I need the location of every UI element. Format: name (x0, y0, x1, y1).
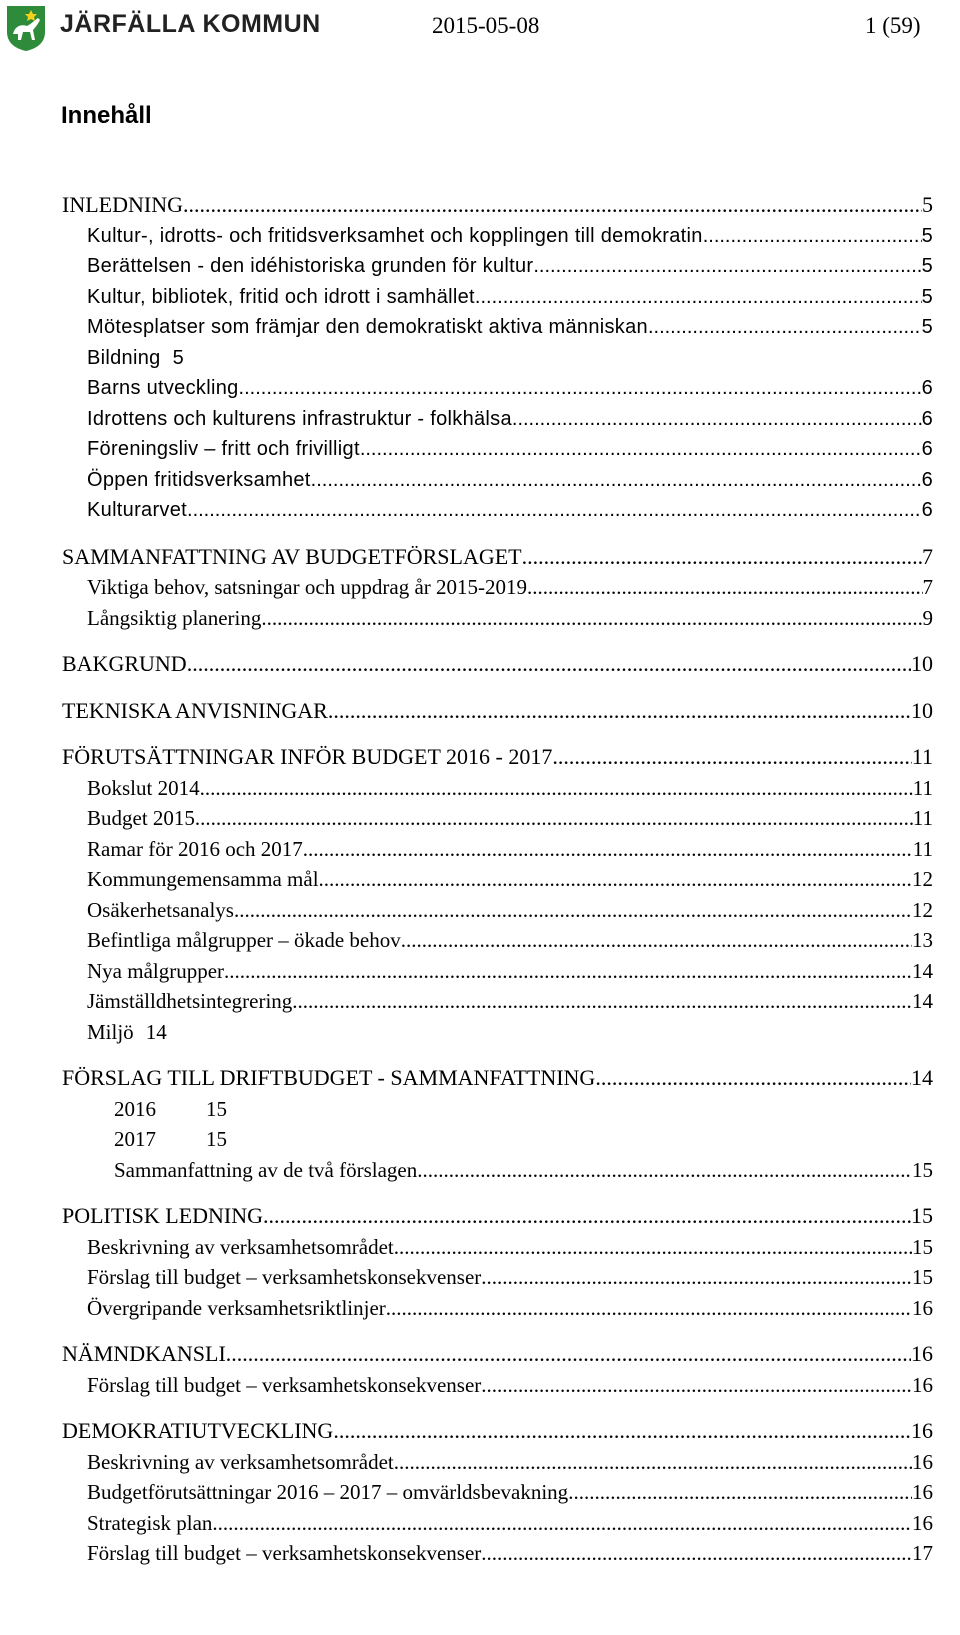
toc-entry[interactable] (0, 1447, 960, 1478)
toc-entry-page: 7 (922, 543, 933, 569)
organization-name: JÄRFÄLLA KOMMUN (60, 10, 321, 38)
toc-entry[interactable] (0, 1232, 960, 1263)
toc-entry-title: Miljö (87, 1019, 134, 1044)
toc-entry-title: Förslag till budget – verksamhetskonsekvenser (87, 1372, 482, 1397)
toc-entry-page: 14 (911, 1065, 933, 1090)
toc-leader (224, 956, 912, 987)
toc-leader (481, 1262, 912, 1293)
toc-entry[interactable] (0, 251, 960, 282)
toc-entry-title: Bokslut 2014 (87, 775, 200, 800)
toc-entry[interactable] (0, 495, 960, 526)
toc-entry-page: 14 (912, 958, 933, 983)
toc-entry-page: 11 (911, 744, 933, 769)
toc-leader (333, 1416, 911, 1447)
toc-entry-title: SAMMANFATTNING AV BUDGETFÖRSLAGET (62, 543, 522, 569)
toc-entry-title: Budget 2015 (87, 806, 195, 830)
toc-leader (226, 1339, 911, 1370)
toc-entry-title: Förslag till budget – verksamhetskonsekvenser (87, 1541, 482, 1565)
municipality-logo (5, 4, 47, 52)
toc-entry-page: 16 (912, 1372, 933, 1397)
toc-entry[interactable] (0, 434, 960, 465)
toc-entry-title: Kultur, bibliotek, fritid och idrott i samhället (87, 285, 475, 308)
toc-entry[interactable] (0, 343, 960, 374)
toc-entry-page: 6 (921, 499, 933, 521)
toc-entry-page: 5 (921, 285, 933, 308)
toc-entry[interactable] (0, 986, 960, 1017)
toc-leader (263, 1201, 911, 1232)
toc-entry-page: 6 (921, 377, 933, 399)
toc-entry-page: 6 (921, 438, 933, 460)
toc-entry[interactable] (0, 465, 960, 496)
toc-entry-title: DEMOKRATIUTVECKLING (62, 1418, 334, 1443)
toc-entry-title: Föreningsliv – fritt och frivilligt (87, 438, 360, 460)
toc-entry-title: 2016 (114, 1096, 156, 1121)
toc-leader (195, 803, 913, 834)
toc-leader (512, 404, 922, 435)
toc-entry-title: Budgetförutsättningar 2016 – 2017 – omvärldsbevakning (87, 1480, 569, 1504)
toc-entry-title: POLITISK LEDNING (62, 1203, 264, 1228)
toc-entry-title: Kultur-, idrotts- och fritidsverksamhet och kopplingen till demokratin (87, 224, 703, 247)
toc-entry-title: Kommungemensamma mål (87, 867, 319, 891)
toc-leader (527, 572, 922, 603)
toc-entry[interactable] (0, 834, 960, 865)
toc-entry-page: 11 (912, 775, 933, 800)
toc-leader (187, 495, 922, 526)
toc-entry-title: Idrottens och kulturens infrastruktur - folkhälsa (87, 407, 512, 430)
toc-entry[interactable] (0, 1339, 960, 1370)
toc-entry[interactable] (0, 864, 960, 895)
toc-entry-page: 12 (912, 897, 933, 922)
toc-entry[interactable] (0, 1094, 960, 1125)
toc-entry-page: 6 (921, 407, 933, 430)
toc-entry-title: BAKGRUND (62, 651, 187, 676)
toc-entry-page: 12 (912, 867, 933, 891)
toc-entry-page: 15 (912, 1265, 933, 1289)
toc-entry[interactable] (0, 773, 960, 804)
toc-entry-title: Övergripande verksamhetsriktlinjer (87, 1295, 386, 1320)
toc-entry[interactable] (0, 895, 960, 926)
toc-leader (328, 696, 911, 727)
toc-entry-title: Mötesplatser som främjar den demokratiskt aktiva människan (87, 316, 648, 338)
toc-entry-title: 2017 (114, 1127, 156, 1151)
page-number: 1 (59) (865, 13, 921, 38)
toc-entry-title: Befintliga målgrupper – ökade behov (87, 928, 401, 952)
toc-leader (648, 312, 922, 343)
toc-entry-title: FÖRSLAG TILL DRIFTBUDGET - SAMMANFATTNING (62, 1065, 596, 1090)
toc-leader (417, 1155, 912, 1186)
toc-entry[interactable] (0, 1508, 960, 1539)
toc-leader (394, 1447, 912, 1478)
toc-heading: Innehåll (61, 102, 152, 129)
toc-entry-title: TEKNISKA ANVISNINGAR (62, 697, 328, 723)
toc-entry[interactable] (0, 956, 960, 987)
toc-leader (481, 1538, 912, 1569)
toc-entry-page: 10 (911, 697, 933, 723)
toc-entry-page: 16 (911, 1418, 933, 1443)
toc-entry-page: 14 (145, 1019, 167, 1044)
toc-entry-title: FÖRUTSÄTTNINGAR INFÖR BUDGET 2016 - 2017 (62, 744, 553, 769)
toc-entry[interactable] (0, 1416, 960, 1447)
toc-entry-page: 15 (206, 1096, 227, 1121)
toc-leader (522, 542, 922, 573)
toc-entry[interactable] (0, 312, 960, 343)
toc-entry-page: 6 (921, 468, 933, 491)
toc-entry[interactable] (0, 742, 960, 773)
toc-leader (183, 190, 922, 221)
toc-entry[interactable] (0, 1063, 960, 1094)
toc-entry-title: NÄMNDKANSLI (62, 1341, 226, 1366)
toc-entry-title: Bildning (87, 346, 161, 369)
toc-entry-page: 16 (911, 1341, 933, 1366)
toc-entry-page: 5 (172, 346, 184, 369)
toc-entry-title: Förslag till budget – verksamhetskonsekvenser (87, 1265, 482, 1289)
toc-entry[interactable] (0, 1293, 960, 1324)
toc-entry-page: 7 (922, 575, 933, 599)
toc-leader (234, 895, 912, 926)
toc-entry-title: Kulturarvet (87, 499, 188, 521)
toc-leader (401, 925, 912, 956)
toc-entry-title: INLEDNING (62, 192, 183, 217)
toc-entry[interactable] (0, 221, 960, 252)
toc-entry[interactable] (0, 1538, 960, 1569)
toc-entry-page: 15 (912, 1234, 933, 1259)
toc-entry-page: 15 (911, 1203, 933, 1228)
toc-entry-title: Långsiktig planering (87, 605, 262, 630)
document-date: 2015-05-08 (432, 13, 540, 38)
toc-entry-title: Berättelsen - den idéhistoriska grunden för kultur (87, 255, 534, 277)
toc-entry-page: 13 (912, 928, 933, 952)
toc-entry-page: 16 (912, 1449, 933, 1474)
toc-entry-page: 5 (921, 224, 933, 247)
toc-entry[interactable] (0, 696, 960, 727)
toc-entry[interactable] (0, 1155, 960, 1186)
toc-entry-page: 15 (206, 1127, 227, 1151)
toc-entry-page: 5 (922, 192, 933, 217)
toc-leader (552, 742, 911, 773)
toc-leader (212, 1508, 912, 1539)
toc-entry-title: Viktiga behov, satsningar och uppdrag år 2015-2019 (87, 575, 528, 599)
toc-entry[interactable] (0, 1262, 960, 1293)
toc-entry-title: Ramar för 2016 och 2017 (87, 836, 303, 861)
toc-entry[interactable] (0, 542, 960, 573)
toc-entry-page: 16 (912, 1295, 933, 1320)
toc-leader (568, 1477, 912, 1508)
toc-entry-page: 5 (921, 316, 933, 338)
toc-leader (595, 1063, 911, 1094)
toc-entry-title: Beskrivning av verksamhetsområdet (87, 1234, 394, 1259)
toc-entry[interactable] (0, 1370, 960, 1401)
toc-entry-page: 5 (921, 255, 933, 277)
toc-leader (386, 1293, 912, 1324)
toc-entry-page: 17 (912, 1541, 933, 1565)
toc-leader (703, 221, 922, 252)
toc-leader (239, 373, 922, 404)
toc-entry-title: Beskrivning av verksamhetsområdet (87, 1449, 394, 1474)
toc-entry-title: Sammanfattning av de två förslagen (114, 1157, 418, 1182)
table-of-contents (0, 190, 960, 1569)
toc-leader (311, 465, 922, 496)
toc-entry-title: Osäkerhetsanalys (87, 897, 234, 922)
toc-leader (481, 1370, 912, 1401)
toc-entry-page: 15 (912, 1157, 933, 1182)
toc-entry-title: Barns utveckling (87, 377, 239, 399)
toc-entry-page: 16 (912, 1480, 933, 1504)
toc-entry[interactable] (0, 1017, 960, 1048)
toc-entry[interactable] (0, 803, 960, 834)
toc-entry-title: Nya målgrupper (87, 958, 225, 983)
toc-entry[interactable] (0, 572, 960, 603)
toc-leader (475, 282, 922, 313)
toc-leader (360, 434, 922, 465)
toc-leader (261, 603, 922, 634)
toc-entry[interactable] (0, 925, 960, 956)
toc-entry[interactable] (0, 603, 960, 634)
toc-entry[interactable] (0, 190, 960, 221)
toc-leader (200, 773, 913, 804)
toc-leader (292, 986, 912, 1017)
toc-entry-title: Jämställdhetsintegrering (87, 989, 293, 1013)
toc-leader (319, 864, 912, 895)
toc-entry[interactable] (0, 404, 960, 435)
toc-leader (303, 834, 913, 865)
toc-entry[interactable] (0, 1124, 960, 1155)
toc-entry[interactable] (0, 649, 960, 680)
toc-entry-page: 11 (912, 836, 933, 861)
toc-entry-page: 14 (912, 989, 933, 1013)
toc-leader (187, 649, 911, 680)
toc-entry[interactable] (0, 282, 960, 313)
toc-entry-page: 16 (912, 1510, 933, 1535)
toc-entry-title: Strategisk plan (87, 1510, 213, 1535)
toc-entry[interactable] (0, 1201, 960, 1232)
toc-leader (394, 1232, 912, 1263)
toc-entry-page: 11 (912, 806, 933, 830)
toc-entry-page: 10 (911, 651, 933, 676)
page-header (0, 0, 960, 60)
toc-entry-page: 9 (922, 605, 933, 630)
toc-leader (533, 251, 921, 282)
toc-entry[interactable] (0, 373, 960, 404)
toc-entry-title: Öppen fritidsverksamhet (87, 468, 311, 491)
toc-entry[interactable] (0, 1477, 960, 1508)
